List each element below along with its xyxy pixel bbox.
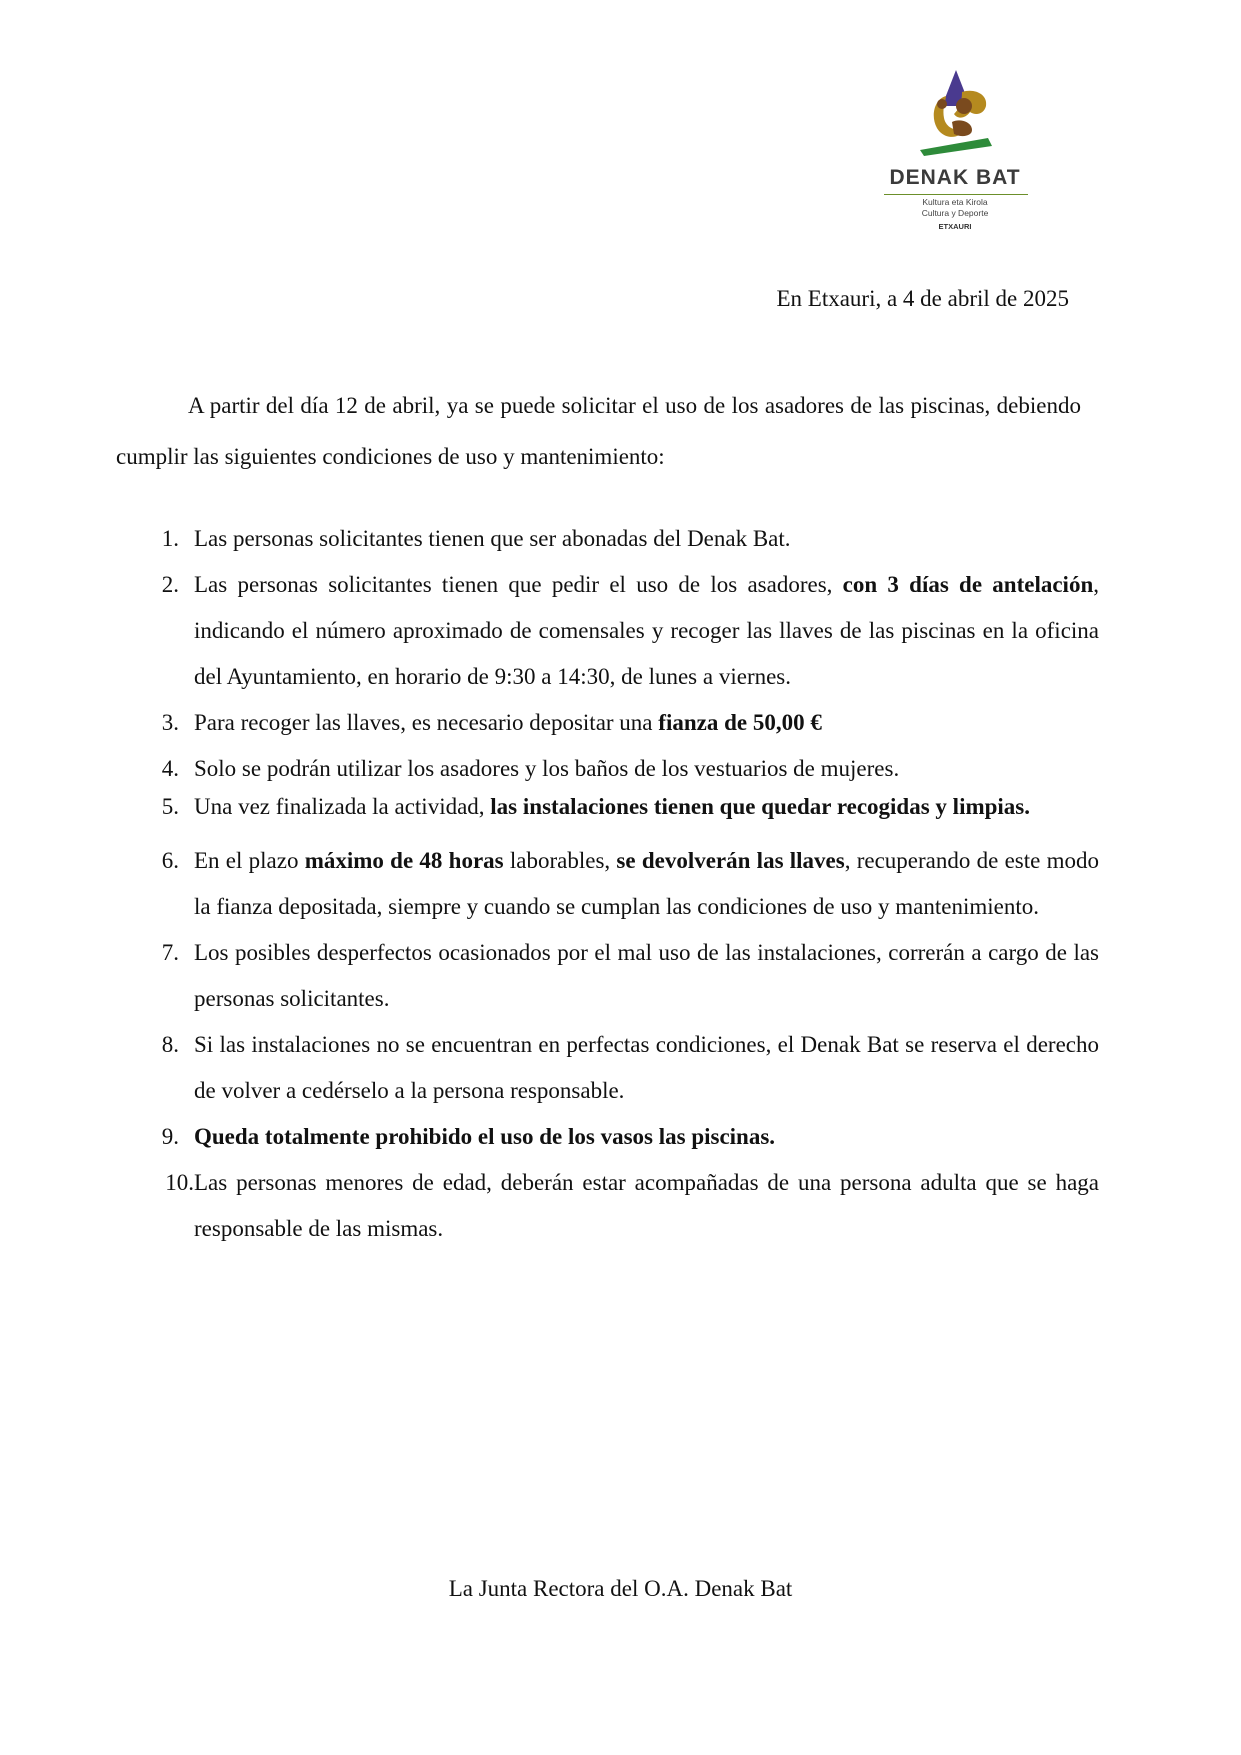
list-item-number: 10.	[165, 1170, 194, 1195]
text-span: Las personas menores de edad, deberán estar acompañadas de una persona adulta que se haga responsable de las mismas.	[194, 1170, 1099, 1241]
text-span: , recuperando de este modo la fianza depositada, siempre y cuando se cumplan las condiciones de uso y mantenimiento.	[194, 848, 1099, 919]
list-item	[116, 1022, 1146, 1114]
list-item-number: 2.	[161, 572, 179, 597]
text-span: Los posibles desperfectos ocasionados por el mal uso de las instalaciones, correrán a cargo de las personas solicitantes.	[194, 940, 1099, 1011]
list-item-number: 6.	[161, 848, 179, 873]
list-item	[116, 930, 1146, 1022]
text-span: Las personas solicitantes tienen que pedir el uso de los asadores,	[194, 572, 843, 597]
list-item-text	[194, 1022, 1099, 1114]
list-item-number: 1.	[161, 526, 179, 551]
list-item-number: 8.	[161, 1032, 179, 1057]
signature: La Junta Rectora del O.A. Denak Bat	[448, 1576, 793, 1601]
text-span: , indicando el número aproximado de comensales y recoger las llaves de las piscinas en la oficina del Ayuntamiento, en horario de 9:30 a 14:30, de lunes a viernes.	[194, 572, 1099, 689]
list-item	[116, 700, 1146, 746]
text-span: Para recoger las llaves, es necesario depositar una	[194, 710, 659, 735]
bold-text: fianza de 50,00 €	[658, 710, 822, 735]
list-item	[116, 516, 1146, 562]
logo-brand-name: DENAK BAT	[889, 166, 1021, 189]
list-item	[116, 1114, 1146, 1160]
text-span: laborables,	[503, 848, 617, 873]
list-item-text	[194, 700, 1099, 746]
logo-subtitle-basque: Kultura eta Kirola	[922, 197, 988, 207]
bold-text: máximo de 48 horas	[304, 848, 504, 873]
list-item	[116, 1160, 1146, 1252]
list-item-number: 4.	[161, 756, 179, 781]
list-item-text	[194, 516, 1099, 562]
denak-bat-logo-mark-icon	[918, 70, 998, 156]
text-span: Las personas solicitantes tienen que ser abonadas del Denak Bat.	[194, 526, 791, 551]
list-item	[116, 746, 1146, 792]
list-item-number: 5.	[161, 794, 179, 819]
text-span: Solo se podrán utilizar los asadores y los baños de los vestuarios de mujeres.	[194, 756, 900, 781]
list-item-text	[194, 838, 1099, 930]
list-item	[116, 792, 1146, 822]
document-date: En Etxauri, a 4 de abril de 2025	[776, 286, 1069, 311]
logo-divider	[884, 194, 1028, 195]
list-item	[116, 838, 1146, 930]
bold-text: se devolverán las llaves	[616, 848, 845, 873]
text-span: Una vez finalizada la actividad,	[194, 794, 491, 819]
list-item-text	[194, 746, 1099, 792]
list-item	[116, 562, 1146, 700]
logo-town: ETXAURI	[938, 222, 972, 231]
list-item-number: 3.	[161, 710, 179, 735]
text-span: En el plazo	[194, 848, 305, 873]
bold-text: Queda totalmente prohibido el uso de los vasos las piscinas.	[194, 1124, 776, 1149]
bold-text: con 3 días de antelación	[842, 572, 1094, 597]
intro-paragraph: A partir del día 12 de abril, ya se puede solicitar el uso de los asadores de las piscinas, debiendo cumplir las siguientes condiciones de uso y mantenimiento:	[116, 393, 1081, 469]
list-item-number: 7.	[161, 940, 179, 965]
conditions-list	[116, 516, 1146, 1252]
list-item-text	[194, 930, 1099, 1022]
list-item-text	[194, 1114, 1099, 1160]
logo-subtitle-spanish: Cultura y Deporte	[921, 208, 989, 218]
list-item-text	[194, 792, 1099, 822]
list-item-number: 9.	[161, 1124, 179, 1149]
list-item-text	[194, 1160, 1099, 1252]
denak-bat-logo	[880, 70, 1040, 240]
text-span: Si las instalaciones no se encuentran en perfectas condiciones, el Denak Bat se reserva el derecho de volver a cedérselo a la persona responsable.	[194, 1032, 1099, 1103]
list-item-text	[194, 562, 1099, 700]
bold-text: las instalaciones tienen que quedar recogidas y limpias.	[490, 794, 1030, 819]
